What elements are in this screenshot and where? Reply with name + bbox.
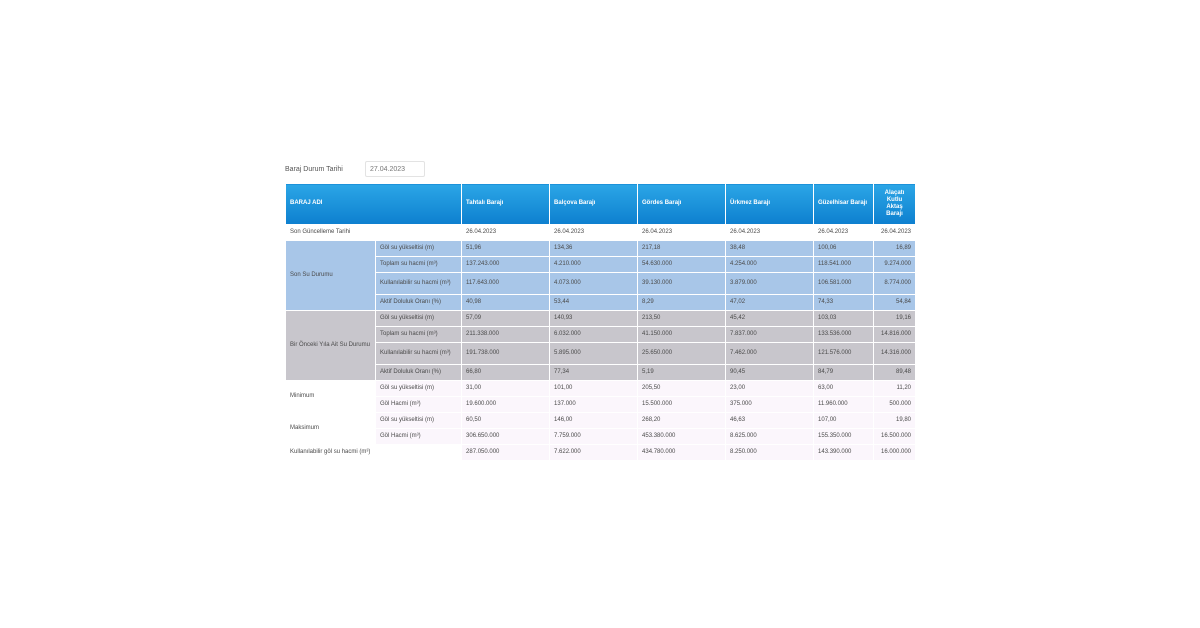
cell-value: 107,00 <box>814 413 874 429</box>
cell-value: 7.462.000 <box>726 343 814 365</box>
cell-value: 8.774.000 <box>874 273 916 295</box>
header-dam-tahtali: Tahtalı Barajı <box>462 184 550 225</box>
cell-value: 6.032.000 <box>550 327 638 343</box>
table-row <box>286 397 916 413</box>
cell-value: 54.630.000 <box>638 257 726 273</box>
cell-value: 140,93 <box>550 311 638 327</box>
cell-value: 306.650.000 <box>462 429 550 445</box>
cell-value: 11.960.000 <box>814 397 874 413</box>
cell-value: 7.622.000 <box>550 445 638 461</box>
row-label: Son Güncelleme Tarihi <box>286 225 462 241</box>
cell-value: 74,33 <box>814 295 874 311</box>
sub-label: Aktif Doluluk Oranı (%) <box>376 365 462 381</box>
cell-value: 26.04.2023 <box>726 225 814 241</box>
table-row <box>286 365 916 381</box>
sub-label: Aktif Doluluk Oranı (%) <box>376 295 462 311</box>
sub-label: Göl su yükseltisi (m) <box>376 241 462 257</box>
cell-value: 89,48 <box>874 365 916 381</box>
cell-value: 434.780.000 <box>638 445 726 461</box>
header-dam-alacati: Alaçatı Kutlu Aktaş Barajı <box>874 184 916 225</box>
cell-value: 205,50 <box>638 381 726 397</box>
cell-value: 268,20 <box>638 413 726 429</box>
table-row <box>286 257 916 273</box>
cell-value: 26.04.2023 <box>550 225 638 241</box>
cell-value: 26.04.2023 <box>462 225 550 241</box>
cell-value: 66,80 <box>462 365 550 381</box>
cell-value: 3.879.000 <box>726 273 814 295</box>
date-filter-row <box>285 160 425 178</box>
table-row <box>286 413 916 429</box>
cell-value: 375.000 <box>726 397 814 413</box>
cell-value: 211.338.000 <box>462 327 550 343</box>
table-row-last-updated <box>286 225 916 241</box>
sub-label: Kullanılabilir su hacmi (m³) <box>376 343 462 365</box>
cell-value: 121.576.000 <box>814 343 874 365</box>
header-dam-urkmez: Ürkmez Barajı <box>726 184 814 225</box>
table-row <box>286 311 916 327</box>
cell-value: 41.150.000 <box>638 327 726 343</box>
cell-value: 11,20 <box>874 381 916 397</box>
sub-label: Toplam su hacmi (m³) <box>376 327 462 343</box>
cell-value: 47,02 <box>726 295 814 311</box>
sub-label: Toplam su hacmi (m³) <box>376 257 462 273</box>
cell-value: 14.816.000 <box>874 327 916 343</box>
row-label: Kullanılabilir göl su hacmi (m³) <box>286 445 462 461</box>
cell-value: 15.500.000 <box>638 397 726 413</box>
cell-value: 117.643.000 <box>462 273 550 295</box>
cell-value: 54,84 <box>874 295 916 311</box>
header-dam-name: BARAJ ADI <box>286 184 462 225</box>
cell-value: 143.390.000 <box>814 445 874 461</box>
cell-value: 4.210.000 <box>550 257 638 273</box>
cell-value: 9.274.000 <box>874 257 916 273</box>
group-label-previous-year: Bir Önceki Yıla Ait Su Durumu <box>286 311 376 381</box>
cell-value: 46,63 <box>726 413 814 429</box>
cell-value: 134,36 <box>550 241 638 257</box>
date-filter-input[interactable] <box>365 161 425 177</box>
cell-value: 16.500.000 <box>874 429 916 445</box>
cell-value: 63,00 <box>814 381 874 397</box>
date-filter-label: Baraj Durum Tarihi <box>285 165 343 173</box>
table-row <box>286 295 916 311</box>
cell-value: 103,03 <box>814 311 874 327</box>
cell-value: 51,96 <box>462 241 550 257</box>
cell-value: 500.000 <box>874 397 916 413</box>
cell-value: 90,45 <box>726 365 814 381</box>
cell-value: 155.350.000 <box>814 429 874 445</box>
cell-value: 217,18 <box>638 241 726 257</box>
table-row-usable-volume <box>286 445 916 461</box>
cell-value: 57,09 <box>462 311 550 327</box>
header-dam-guzelhisar: Güzelhisar Barajı <box>814 184 874 225</box>
sub-label: Kullanılabilir su hacmi (m³) <box>376 273 462 295</box>
sub-label: Göl Hacmi (m³) <box>376 397 462 413</box>
cell-value: 26.04.2023 <box>814 225 874 241</box>
cell-value: 4.073.000 <box>550 273 638 295</box>
cell-value: 53,44 <box>550 295 638 311</box>
dam-status-table <box>285 183 916 461</box>
cell-value: 5,19 <box>638 365 726 381</box>
cell-value: 60,50 <box>462 413 550 429</box>
cell-value: 16.000.000 <box>874 445 916 461</box>
cell-value: 137.243.000 <box>462 257 550 273</box>
cell-value: 45,42 <box>726 311 814 327</box>
cell-value: 5.895.000 <box>550 343 638 365</box>
cell-value: 19,80 <box>874 413 916 429</box>
cell-value: 40,98 <box>462 295 550 311</box>
cell-value: 146,00 <box>550 413 638 429</box>
cell-value: 101,00 <box>550 381 638 397</box>
cell-value: 4.254.000 <box>726 257 814 273</box>
table-row <box>286 343 916 365</box>
sub-label: Göl su yükseltisi (m) <box>376 413 462 429</box>
cell-value: 39.130.000 <box>638 273 726 295</box>
cell-value: 133.536.000 <box>814 327 874 343</box>
cell-value: 16,89 <box>874 241 916 257</box>
cell-value: 19.600.000 <box>462 397 550 413</box>
group-label-current-water: Son Su Durumu <box>286 241 376 311</box>
cell-value: 77,34 <box>550 365 638 381</box>
cell-value: 19,16 <box>874 311 916 327</box>
cell-value: 25.650.000 <box>638 343 726 365</box>
cell-value: 8.625.000 <box>726 429 814 445</box>
cell-value: 14.316.000 <box>874 343 916 365</box>
cell-value: 8.250.000 <box>726 445 814 461</box>
cell-value: 287.050.000 <box>462 445 550 461</box>
cell-value: 453.380.000 <box>638 429 726 445</box>
cell-value: 118.541.000 <box>814 257 874 273</box>
sub-label: Göl Hacmi (m³) <box>376 429 462 445</box>
table-row <box>286 273 916 295</box>
cell-value: 106.581.000 <box>814 273 874 295</box>
table-header-row <box>286 184 916 225</box>
cell-value: 7.759.000 <box>550 429 638 445</box>
table-row <box>286 327 916 343</box>
cell-value: 84,79 <box>814 365 874 381</box>
sub-label: Göl su yükseltisi (m) <box>376 311 462 327</box>
group-label-minimum: Minimum <box>286 381 376 413</box>
cell-value: 26.04.2023 <box>638 225 726 241</box>
header-dam-balcova: Balçova Barajı <box>550 184 638 225</box>
table-row <box>286 241 916 257</box>
cell-value: 100,06 <box>814 241 874 257</box>
table-row <box>286 381 916 397</box>
sub-label: Göl su yükseltisi (m) <box>376 381 462 397</box>
cell-value: 213,50 <box>638 311 726 327</box>
cell-value: 26.04.2023 <box>874 225 916 241</box>
cell-value: 191.738.000 <box>462 343 550 365</box>
group-label-maximum: Maksimum <box>286 413 376 445</box>
cell-value: 137.000 <box>550 397 638 413</box>
cell-value: 8,29 <box>638 295 726 311</box>
cell-value: 7.837.000 <box>726 327 814 343</box>
cell-value: 31,00 <box>462 381 550 397</box>
table-row <box>286 429 916 445</box>
header-dam-gordes: Gördes Barajı <box>638 184 726 225</box>
cell-value: 38,48 <box>726 241 814 257</box>
cell-value: 23,00 <box>726 381 814 397</box>
